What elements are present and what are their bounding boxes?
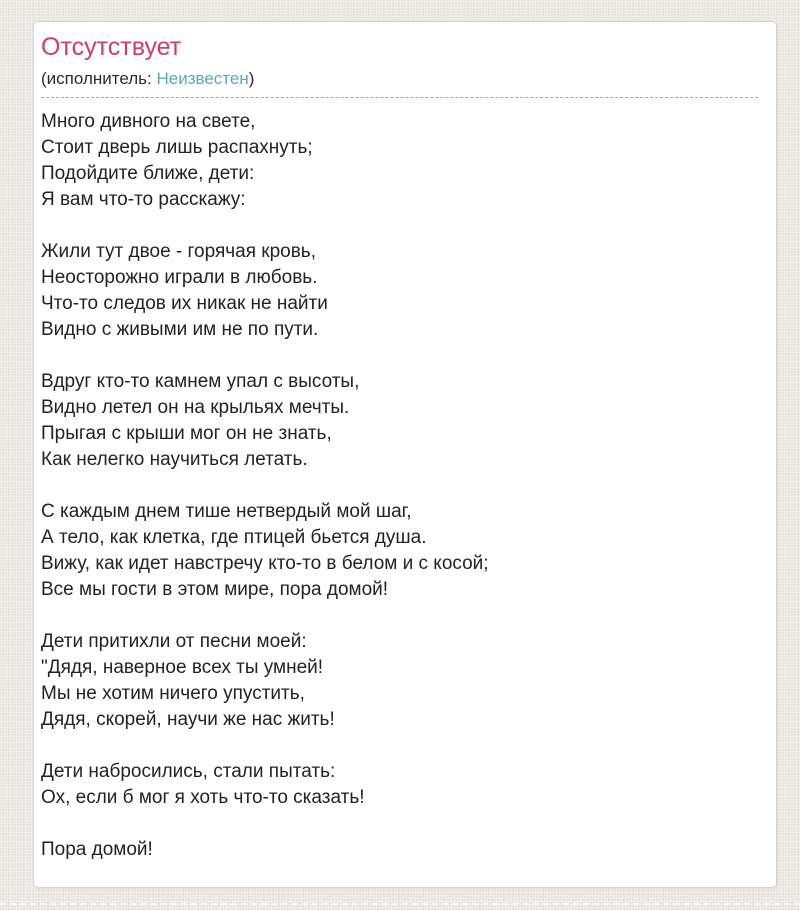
lyric-line: Пора домой! <box>41 839 153 860</box>
lyric-line <box>41 811 758 837</box>
artist-label-prefix: (исполнитель: <box>41 69 157 88</box>
lyric-line <box>41 733 758 759</box>
lyric-line: Подойдите ближе, дети: <box>41 163 255 184</box>
lyric-line: Неосторожно играли в любовь. <box>41 267 318 288</box>
lyric-line: С каждым днем тише нетвердый мой шаг, <box>41 501 412 522</box>
artist-link[interactable]: Неизвестен <box>156 69 249 88</box>
lyric-line <box>41 343 758 369</box>
lyric-line: А тело, как клетка, где птицей бьется душа. <box>41 527 427 548</box>
lyric-line <box>41 473 758 499</box>
bottom-dashed-border <box>0 903 800 905</box>
lyric-line <box>41 213 758 239</box>
lyric-line: Видно с живыми им не по пути. <box>41 319 319 340</box>
lyric-line: Все мы гости в этом мире, пора домой! <box>41 579 389 600</box>
lyric-line: Вижу, как идет навстречу кто-то в белом и с косой; <box>41 553 489 574</box>
lyric-line <box>41 603 758 629</box>
lyric-line: Что-то следов их никак не найти <box>41 293 328 314</box>
artist-label-suffix: ) <box>248 69 255 88</box>
lyric-line: Ох, если б мог я хоть что-то сказать! <box>41 787 365 808</box>
lyric-line: Много дивного на свете, <box>41 111 256 132</box>
lyric-line: Как нелегко научиться летать. <box>41 449 308 470</box>
lyric-line: Мы не хотим ничего упустить, <box>41 683 305 704</box>
lyrics-card <box>33 21 777 888</box>
lyric-line: Видно летел он на крыльях мечты. <box>41 397 350 418</box>
song-title: Отсутствует <box>41 33 182 61</box>
lyric-line: Я вам что-то расскажу: <box>41 189 246 210</box>
lyric-line: Стоит дверь лишь распахнуть; <box>41 137 313 158</box>
lyric-line: "Дядя, наверное всех ты умней! <box>41 657 324 678</box>
artist-line <box>41 67 758 98</box>
lyric-line: Дядя, скорей, научи же нас жить! <box>41 709 335 730</box>
lyric-line: Вдруг кто-то камнем упал с высоты, <box>41 371 360 392</box>
lyric-line: Прыгая с крыши мог он не знать, <box>41 423 332 444</box>
lyric-line: Дети набросились, стали пытать: <box>41 761 336 782</box>
lyrics-text <box>41 109 758 863</box>
lyric-line: Жили тут двое - горячая кровь, <box>41 241 316 262</box>
lyric-line: Дети притихли от песни моей: <box>41 631 307 652</box>
